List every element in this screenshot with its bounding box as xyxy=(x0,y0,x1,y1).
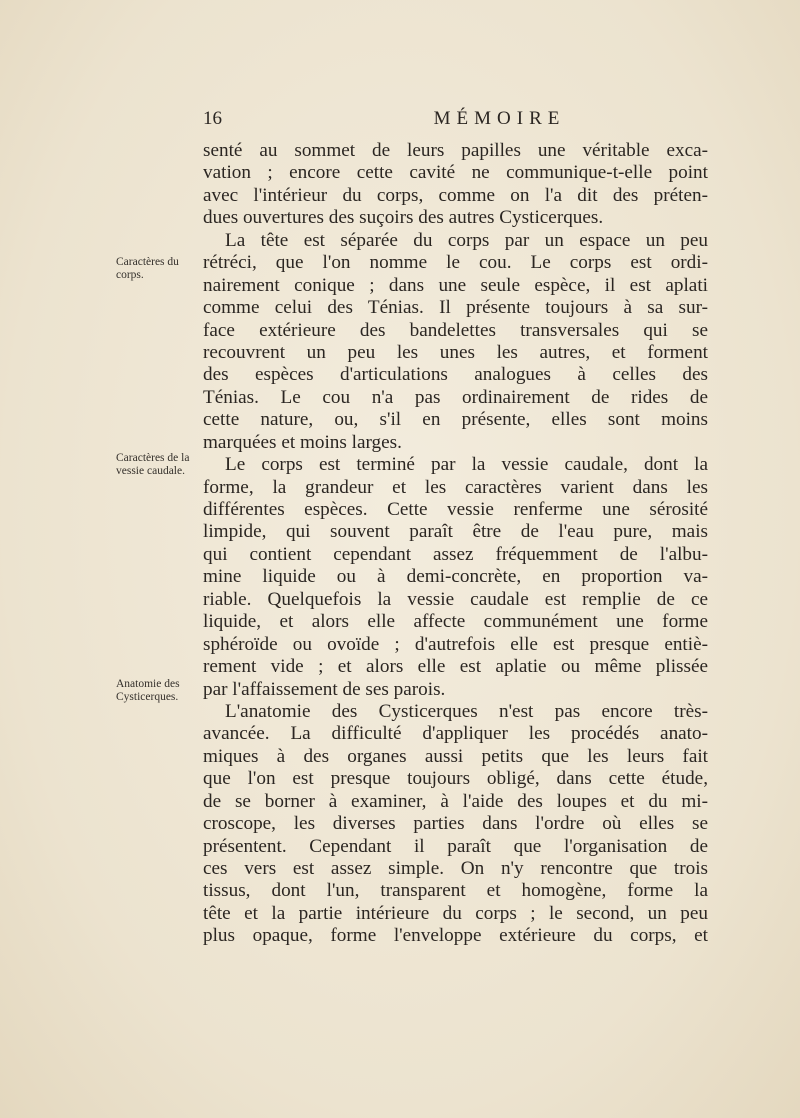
text-line: différentes espèces. Cette vessie renferme une sérosité xyxy=(203,499,708,520)
text-line: nairement conique ; dans une seule espèce, il est aplati xyxy=(203,274,708,296)
text-line: avancée. La difficulté d'appliquer les procédés anato- xyxy=(203,723,708,745)
text-line: Le corps est terminé par la vessie caudale, dont la xyxy=(225,454,708,476)
text-line: croscope, les diverses parties dans l'ordre où elles se xyxy=(203,813,708,835)
text-line: limpide, qui souvent paraît être de l'eau pure, mais xyxy=(203,521,708,543)
text-line: tissus, dont l'un, transparent et homogène, forme la xyxy=(203,880,708,902)
text-line: cette nature, ou, s'il en présente, elles sont moins xyxy=(203,409,708,431)
text-line: miques à des organes aussi petits que les leurs fait xyxy=(203,745,708,767)
text-line: marquées et moins larges. xyxy=(203,431,402,453)
text-line: sphéroïde ou ovoïde ; d'autrefois elle est presque entiè- xyxy=(203,633,708,655)
text-line: ces vers est assez simple. On n'y rencontre que trois xyxy=(203,858,708,879)
text-line: rétréci, que l'on nomme le cou. Le corps est ordi- xyxy=(203,252,708,274)
text-line: vation ; encore cette cavité ne communique-t-elle point xyxy=(203,162,708,184)
text-line: dues ouvertures des suçoirs des autres Cysticerques. xyxy=(203,207,604,229)
text-line: avec l'intérieur du corps, comme on l'a dit des préten- xyxy=(203,184,708,206)
margin-note-body: Caractères du corps. xyxy=(116,256,179,281)
text-line: de se borner à examiner, à l'aide des loupes et du mi- xyxy=(203,790,708,812)
text-line: présentent. Cependant il paraît que l'organisation de xyxy=(203,835,708,857)
body-text xyxy=(203,140,708,948)
text-line: par l'affaissement de ses parois. xyxy=(203,678,446,700)
text-line: L'anatomie des Cysticerques n'est pas encore très- xyxy=(225,700,708,722)
text-line: tête et la partie intérieure du corps ; le second, un peu xyxy=(203,902,708,924)
text-line: recouvrent un peu les unes les autres, et forment xyxy=(203,341,708,363)
text-line: plus opaque, forme l'enveloppe extérieure du corps, et xyxy=(203,925,708,947)
text-line: des espèces d'articulations analogues à celles des xyxy=(203,364,708,386)
page-number: 16 xyxy=(203,108,222,129)
text-line: mine liquide ou à demi-concrète, en proportion va- xyxy=(203,566,708,588)
text-line: forme, la grandeur et les caractères varient dans les xyxy=(203,476,708,498)
text-line: Ténias. Le cou n'a pas ordinairement de rides de xyxy=(203,386,708,408)
text-line: rement vide ; et alors elle est aplatie ou même plissée xyxy=(203,656,708,678)
text-line: La tête est séparée du corps par un espace un peu xyxy=(225,229,708,251)
text-line: senté au sommet de leurs papilles une véritable exca- xyxy=(203,140,708,161)
text-line: que l'on est presque toujours obligé, dans cette étude, xyxy=(203,768,708,790)
margin-note-caudal-vessel: Caractères de la vessie caudale. xyxy=(116,452,190,477)
text-line: comme celui des Ténias. Il présente toujours à sa sur- xyxy=(203,297,708,319)
text-line: riable. Quelquefois la vessie caudale est remplie de ce xyxy=(203,588,708,610)
text-line: liquide, et alors elle affecte communément une forme xyxy=(203,611,708,633)
running-title: MÉMOIRE xyxy=(433,108,566,129)
page-header xyxy=(203,108,708,136)
text-line: qui contient cependant assez fréquemment de l'albu- xyxy=(203,543,708,565)
margin-note-anatomy: Anatomie des Cysticerques. xyxy=(116,678,180,703)
text-line: face extérieure des bandelettes transversales qui se xyxy=(203,319,708,341)
